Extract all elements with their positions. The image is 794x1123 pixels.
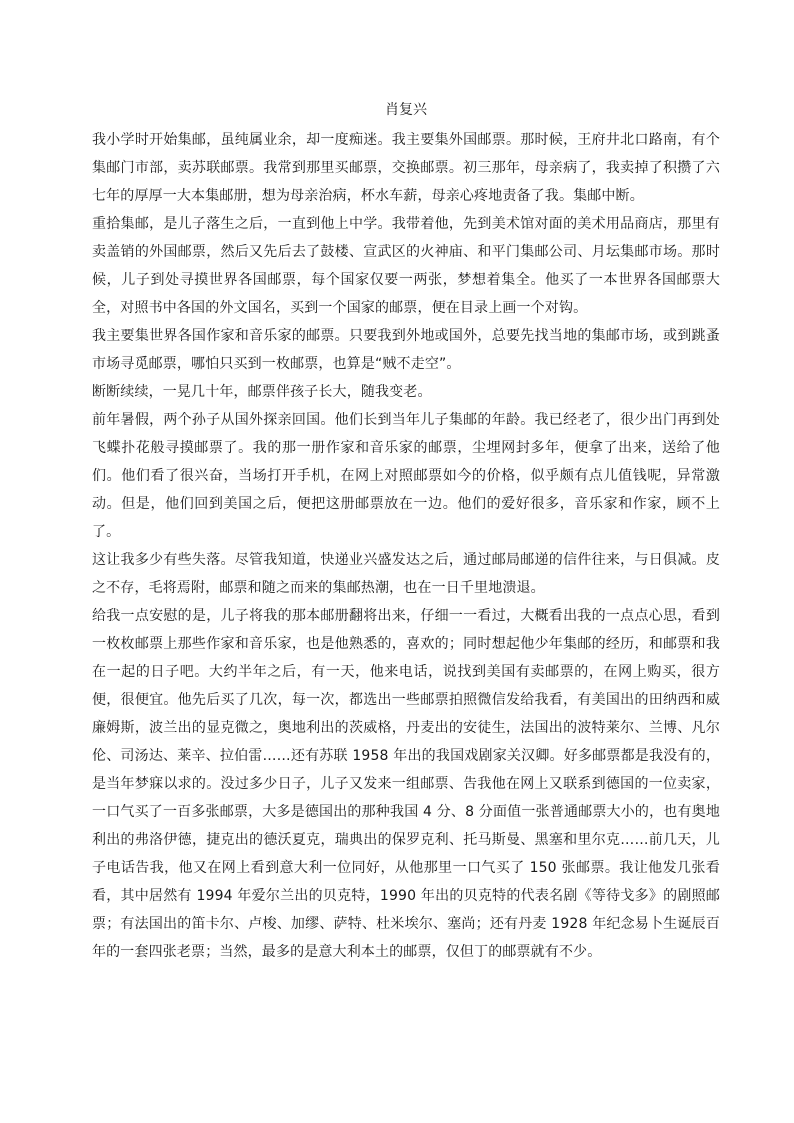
paragraph-2: 重拾集邮，是儿子落生之后，一直到他上中学。我带着他，先到美术馆对面的美术用品商店，那里有卖盖销的外国邮票，然后又先后去了鼓楼、宣武区的火神庙、和平门集邮公司、月坛集邮市场。那时候，儿子到处寻摸世界各国邮票，每个国家仅要一两张，梦想着集全。他买了一本世界各国邮票大全，对照书中各国的外文国名，买到一个国家的邮票，便在目录上画一个对钩。 xyxy=(92,216,720,316)
author-name: 肖复兴 xyxy=(385,102,427,118)
paragraph-7: 给我一点安慰的是，儿子将我的那本邮册翻将出来，仔细一一看过，大概看出我的一点点心思，看到一枚枚邮票上那些作家和音乐家，也是他熟悉的，喜欢的；同时想起他少年集邮的经历，和邮票和我在一起的日子吧。大约半年之后，有一天，他来电话，说找到美国有卖邮票的，在网上购买，很方便，很便宜。他先后买了几次，每一次，都选出一些邮票拍照微信发给我看，有美国出的田纳西和威廉姆斯，波兰出的显克微之，奥地利出的茨威格，丹麦出的安徒生，法国出的波特莱尔、兰博、凡尔伦、司汤达、莱辛、拉伯雷……还有苏联 1958 年出的我国戏剧家关汉卿。好多邮票都是我没有的，是当年梦寐以求的。没过多少日子，儿子又发来一组邮票、告我他在网上又联系到德国的一位卖家，一口气买了一百多张邮票，大多是德国出的那种我国 4 分、8 分面值一张普通邮票大小的，也有奥地利出的弗洛伊德，捷克出的德沃夏克，瑞典出的保罗克利、托马斯曼、黑塞和里尔克……前几天，儿子电话告我，他又在网上看到意大利一位同好，从他那里一口气买了 150 张邮票。我让他发几张看看，其中居然有 1994 年爱尔兰出的贝克特，1990 年出的贝克特的代表名剧《等待戈多》的剧照邮票；有法国出的笛卡尔、卢梭、加缪、萨特、杜米埃尔、塞尚；还有丹麦 1928 年纪念易卜生诞辰百年的一套四张老票；当然，最多的是意大利本土的邮票，仅但丁的邮票就有不少。 xyxy=(92,608,720,960)
paragraph-1: 我小学时开始集邮，虽纯属业余，却一度痴迷。我主要集外国邮票。那时候，王府井北口路南，有个集邮门市部，卖苏联邮票。我常到那里买邮票，交换邮票。初三那年，母亲病了，我卖掉了积攒了六七年的厚厚一大本集邮册，想为母亲治病，杯水车薪，母亲心疼地责备了我。集邮中断。 xyxy=(92,132,720,204)
paragraph-5: 前年暑假，两个孙子从国外探亲回国。他们长到当年儿子集邮的年龄。我已经老了，很少出门再到处飞蝶扑花般寻摸邮票了。我的那一册作家和音乐家的邮票，尘埋网封多年，便拿了出来，送给了他们。他们看了很兴奋，当场打开手机，在网上对照邮票如今的价格，似乎颇有点儿值钱呢，异常激动。但是，他们回到美国之后，便把这册邮票放在一边。他们的爱好很多，音乐家和作家，顾不上了。 xyxy=(92,412,720,540)
paragraph-4: 断断续续，一晃几十年，邮票伴孩子长大，随我变老。 xyxy=(92,384,432,400)
paragraph-6: 这让我多少有些失落。尽管我知道，快递业兴盛发达之后，通过邮局邮递的信件往来，与日俱减。皮之不存，毛将焉附，邮票和随之而来的集邮热潮，也在一日千里地溃退。 xyxy=(92,552,720,596)
document-body xyxy=(92,100,720,966)
paragraph-3: 我主要集世界各国作家和音乐家的邮票。只要我到外地或国外，总要先找当地的集邮市场，或到跳蚤市场寻觅邮票，哪怕只买到一枚邮票，也算是“贼不走空”。 xyxy=(92,328,720,372)
